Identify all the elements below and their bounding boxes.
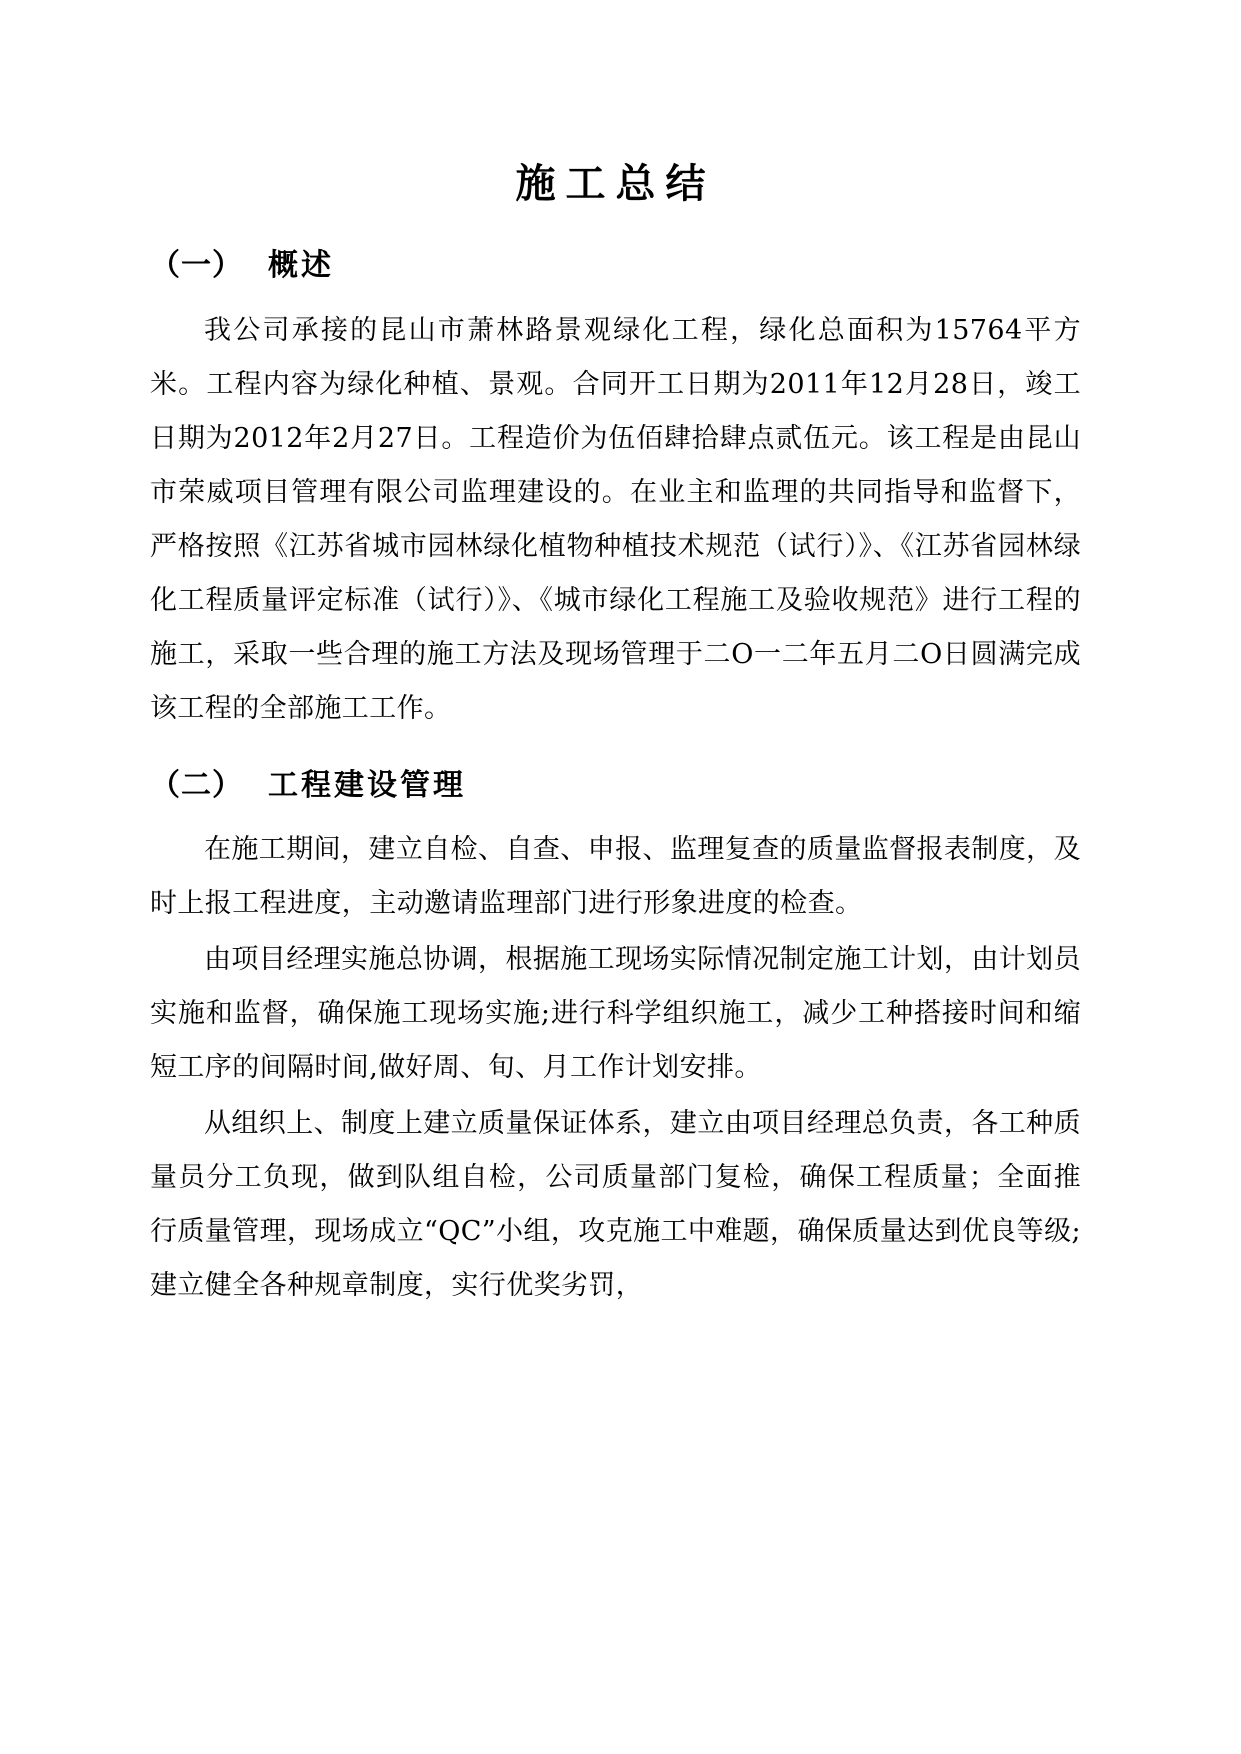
- section-title: 工程建设管理: [268, 767, 466, 803]
- section-number: （二）: [150, 767, 243, 803]
- section-number: （一）: [150, 248, 243, 283]
- paragraph-overview-1: 我公司承接的昆山市萧林路景观绿化工程，绿化总面积为15764平方米。工程内容为绿化种植、景观。合同开工日期为2011年12月28日，竣工日期为2012年2月27日。工程造价为伍佰肆拾肆点贰伍元。该工程是由昆山市荣威项目管理有限公司监理建设的。在业主和监理的共同指导和监督下，严格按照《江苏省城市园林绿化植物种植技术规范（试行）》、《江苏省园林绿化工程质量评定标准（试行）》、《城市绿化工程施工及验收规范》进行工程的施工，采取一些合理的施工方法及现场管理于二O一二年五月二O日圆满完成该工程的全部施工工作。: [150, 314, 1081, 724]
- paragraph-management-3: 从组织上、制度上建立质量保证体系，建立由项目经理总负责，各工种质量员分工负现，做到队组自检，公司质量部门复检，确保工程质量；全面推行质量管理，现场成立“QC”小组，攻克施工中难题，确保质量达到优良等级;建立健全各种规章制度，实行优奖劣罚，: [150, 1108, 1081, 1301]
- page-title: 施工总结: [515, 160, 716, 207]
- paragraph-management-2: 由项目经理实施总协调，根据施工现场实际情况制定施工计划，由计划员实施和监督，确保施工现场实施;进行科学组织施工，减少工种搭接时间和缩短工序的间隔时间,做好周、旬、月工作计划安排。: [150, 944, 1081, 1083]
- section-title: 概述: [268, 248, 334, 283]
- paragraph-management-1: 在施工期间，建立自检、自查、申报、监理复查的质量监督报表制度，及时上报工程进度，主动邀请监理部门进行形象进度的检查。: [150, 834, 1081, 919]
- section-heading-management: [150, 764, 1081, 808]
- section-heading-overview: [150, 244, 1081, 288]
